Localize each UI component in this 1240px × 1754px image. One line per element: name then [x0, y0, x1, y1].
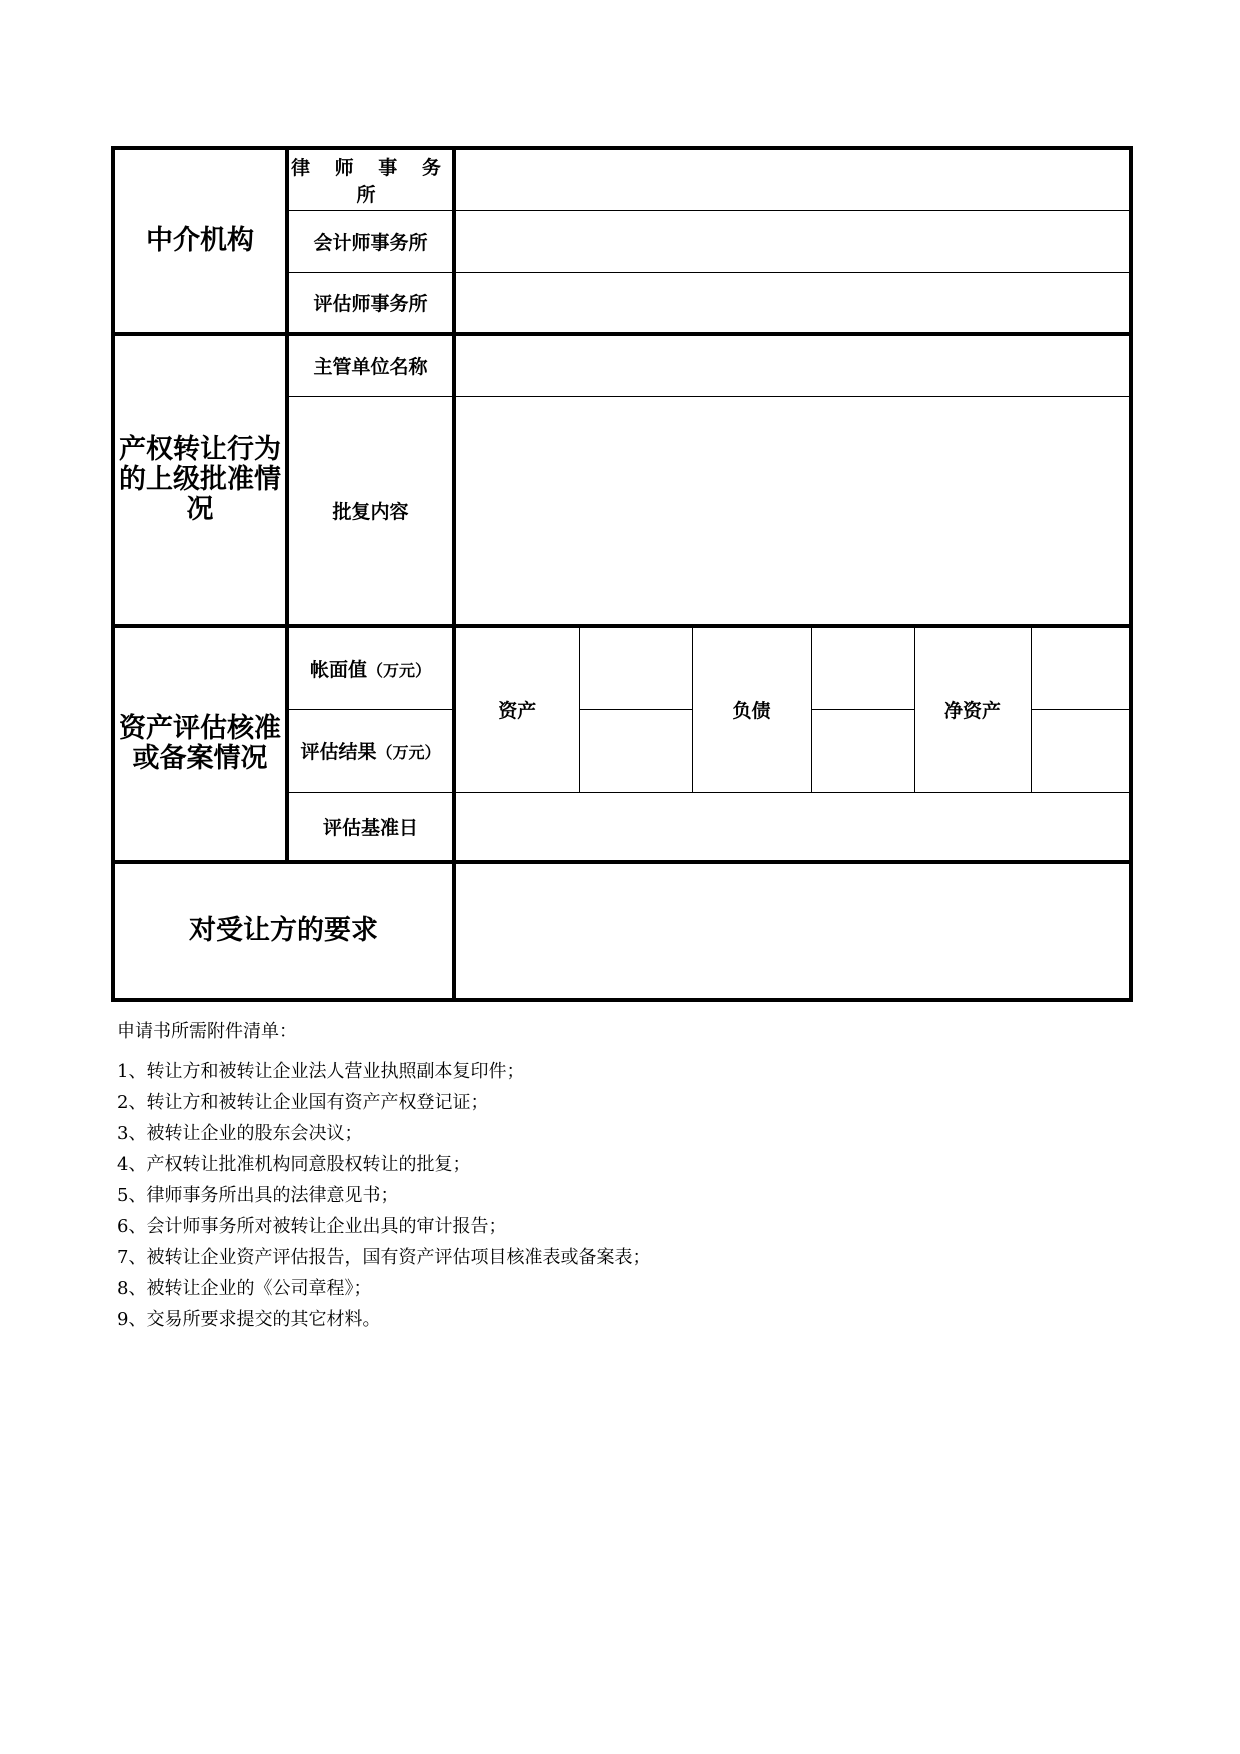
assets-appraisal-field[interactable]: [579, 709, 692, 792]
accounting-firm-field[interactable]: [454, 210, 1131, 272]
attachments-items: [117, 1056, 1117, 1335]
attachment-item: 3、被转让企业的股东会决议；: [117, 1123, 363, 1144]
requirements-field[interactable]: [454, 862, 1131, 1000]
net-assets-book-value-field[interactable]: [1031, 626, 1131, 709]
attachment-item: 9、交易所要求提交的其它材料。: [117, 1309, 381, 1330]
attachment-item: 8、被转让企业的《公司章程》；: [117, 1278, 372, 1299]
approval-content-label: 批复内容: [287, 396, 454, 626]
supervising-unit-label: 主管单位名称: [287, 334, 454, 396]
net-assets-column-header: 净资产: [914, 626, 1031, 792]
accounting-firm-label: 会计师事务所: [287, 210, 454, 272]
base-date-field[interactable]: [454, 792, 1131, 862]
requirements-section-title: 对受让方的要求: [113, 862, 454, 1000]
liabilities-appraisal-field[interactable]: [811, 709, 914, 792]
appraisal-result-label-text: 评估结果: [300, 741, 377, 763]
intermediary-section-title: 中介机构: [113, 148, 287, 334]
transfer-application-form: [111, 146, 1133, 1002]
attachment-item: 4、产权转让批准机构同意股权转让的批复；: [117, 1154, 471, 1175]
base-date-label: 评估基准日: [287, 792, 454, 862]
book-value-label-text: 帐面值: [309, 658, 367, 681]
book-value-unit: （万元）: [367, 660, 432, 680]
attachments-heading: 申请书所需附件清单：: [117, 1021, 297, 1042]
valuation-section-title: 资产评估核准或备案情况: [113, 626, 287, 862]
attachment-item: 2、转让方和被转让企业国有资产产权登记证；: [117, 1092, 489, 1113]
appraisal-result-unit: （万元）: [376, 743, 441, 762]
attachments-list: [117, 1018, 1117, 1335]
book-value-label: [287, 626, 454, 709]
attachment-item: 7、被转让企业资产评估报告，国有资产评估项目核准表或备案表；: [117, 1247, 651, 1268]
law-firm-field[interactable]: [454, 148, 1131, 210]
appraisal-firm-label: 评估师事务所: [287, 272, 454, 334]
appraisal-result-label: [287, 709, 454, 792]
assets-column-header: 资产: [454, 626, 579, 792]
law-firm-label: 律 师 事 务 所: [287, 148, 454, 210]
approval-section-title: 产权转让行为的上级批准情况: [113, 334, 287, 626]
appraisal-firm-field[interactable]: [454, 272, 1131, 334]
approval-content-field[interactable]: [454, 396, 1131, 626]
net-assets-appraisal-field[interactable]: [1031, 709, 1131, 792]
liabilities-column-header: 负债: [692, 626, 811, 792]
attachment-item: 5、律师事务所出具的法律意见书；: [117, 1185, 399, 1206]
assets-book-value-field[interactable]: [579, 626, 692, 709]
attachment-item: 1、转让方和被转让企业法人营业执照副本复印件；: [117, 1061, 525, 1082]
attachment-item: 6、会计师事务所对被转让企业出具的审计报告；: [117, 1216, 507, 1237]
liabilities-book-value-field[interactable]: [811, 626, 914, 709]
supervising-unit-field[interactable]: [454, 334, 1131, 396]
